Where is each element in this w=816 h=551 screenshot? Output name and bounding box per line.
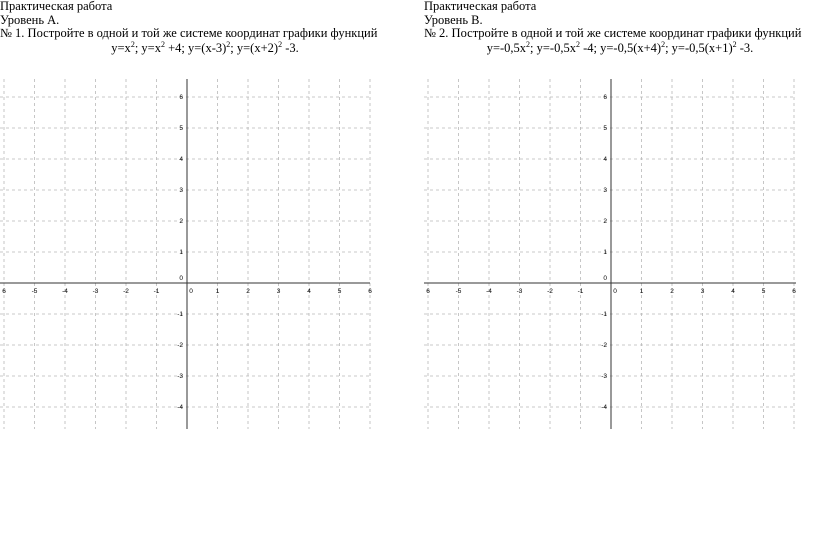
x-tick-label: 6 <box>2 288 6 295</box>
x-tick-label: 6 <box>792 288 796 295</box>
x-tick-label: 2 <box>246 288 250 295</box>
x-tick-label: -2 <box>547 288 553 295</box>
coordinate-grid-a <box>0 79 372 431</box>
task-text: № 1. Постройте в одной и той же системе координат графики функций <box>0 26 378 40</box>
y-tick-label: 5 <box>179 125 183 132</box>
y-tick-label: 6 <box>179 94 183 101</box>
x-tick-label: 1 <box>639 288 644 295</box>
origin-label: 0 <box>179 275 183 282</box>
x-tick-label: 3 <box>276 288 281 295</box>
x-tick-label: 4 <box>731 288 735 295</box>
x-tick-label: 5 <box>761 288 766 295</box>
x-tick-label: -4 <box>486 288 492 295</box>
x-tick-label: 6 <box>426 288 430 295</box>
level-label: Уровень В. <box>424 12 483 27</box>
y-tick-label: -1 <box>601 311 607 318</box>
x-tick-label: -1 <box>153 288 160 295</box>
x-tick-label: 5 <box>337 288 342 295</box>
y-tick-label: 3 <box>603 187 607 194</box>
x-tick-label: -3 <box>92 288 99 295</box>
y-tick-label: -1 <box>177 311 183 318</box>
task-panel-a <box>0 0 410 55</box>
x-tick-label: 0 <box>189 288 193 295</box>
y-tick-label: -3 <box>177 373 183 380</box>
x-tick-label: 2 <box>670 288 674 295</box>
task-panel-b <box>424 0 816 55</box>
worksheet-title: Практическая работа <box>424 0 537 13</box>
y-tick-label: 6 <box>603 94 607 101</box>
y-tick-label: -2 <box>177 342 183 349</box>
x-tick-label: -4 <box>62 288 68 295</box>
worksheet-title: Практическая работа <box>0 0 113 13</box>
x-tick-label: 6 <box>368 288 372 295</box>
x-tick-label: -2 <box>123 288 129 295</box>
coordinate-grid-b <box>424 79 796 431</box>
x-tick-label: -5 <box>31 288 38 295</box>
y-tick-label: 1 <box>603 249 607 256</box>
y-tick-label: 4 <box>603 156 607 163</box>
x-tick-label: 0 <box>613 288 617 295</box>
task-text: № 2. Постройте в одной и той же системе координат графики функций <box>424 26 802 40</box>
level-label: Уровень А. <box>0 12 60 27</box>
y-tick-label: 3 <box>179 187 183 194</box>
x-tick-label: -5 <box>455 288 462 295</box>
functions-formula: $y=x^2$; $y=x^2 +4$; $y=(x-3)^2$; $y=(x+2)^2$ -3. <box>111 39 299 55</box>
y-tick-label: 5 <box>603 125 607 132</box>
y-tick-label: -4 <box>601 404 607 411</box>
x-tick-label: -3 <box>516 288 523 295</box>
functions-formula: $y=-0,5x^2$; $y=-0,5x^2$ -4; $y=-0,5(x+4)^2$; $y=-0,5(x+1)^2$ -3. <box>486 39 754 55</box>
y-tick-label: -4 <box>177 404 183 411</box>
y-tick-label: 2 <box>179 218 183 225</box>
y-tick-label: 1 <box>179 249 183 256</box>
y-tick-label: 2 <box>603 218 607 225</box>
y-tick-label: -2 <box>601 342 607 349</box>
origin-label: 0 <box>603 275 607 282</box>
x-tick-label: 3 <box>700 288 705 295</box>
x-tick-label: 4 <box>307 288 311 295</box>
x-tick-label: -1 <box>577 288 584 295</box>
x-tick-label: 1 <box>215 288 220 295</box>
y-tick-label: 4 <box>179 156 183 163</box>
y-tick-label: -3 <box>601 373 607 380</box>
